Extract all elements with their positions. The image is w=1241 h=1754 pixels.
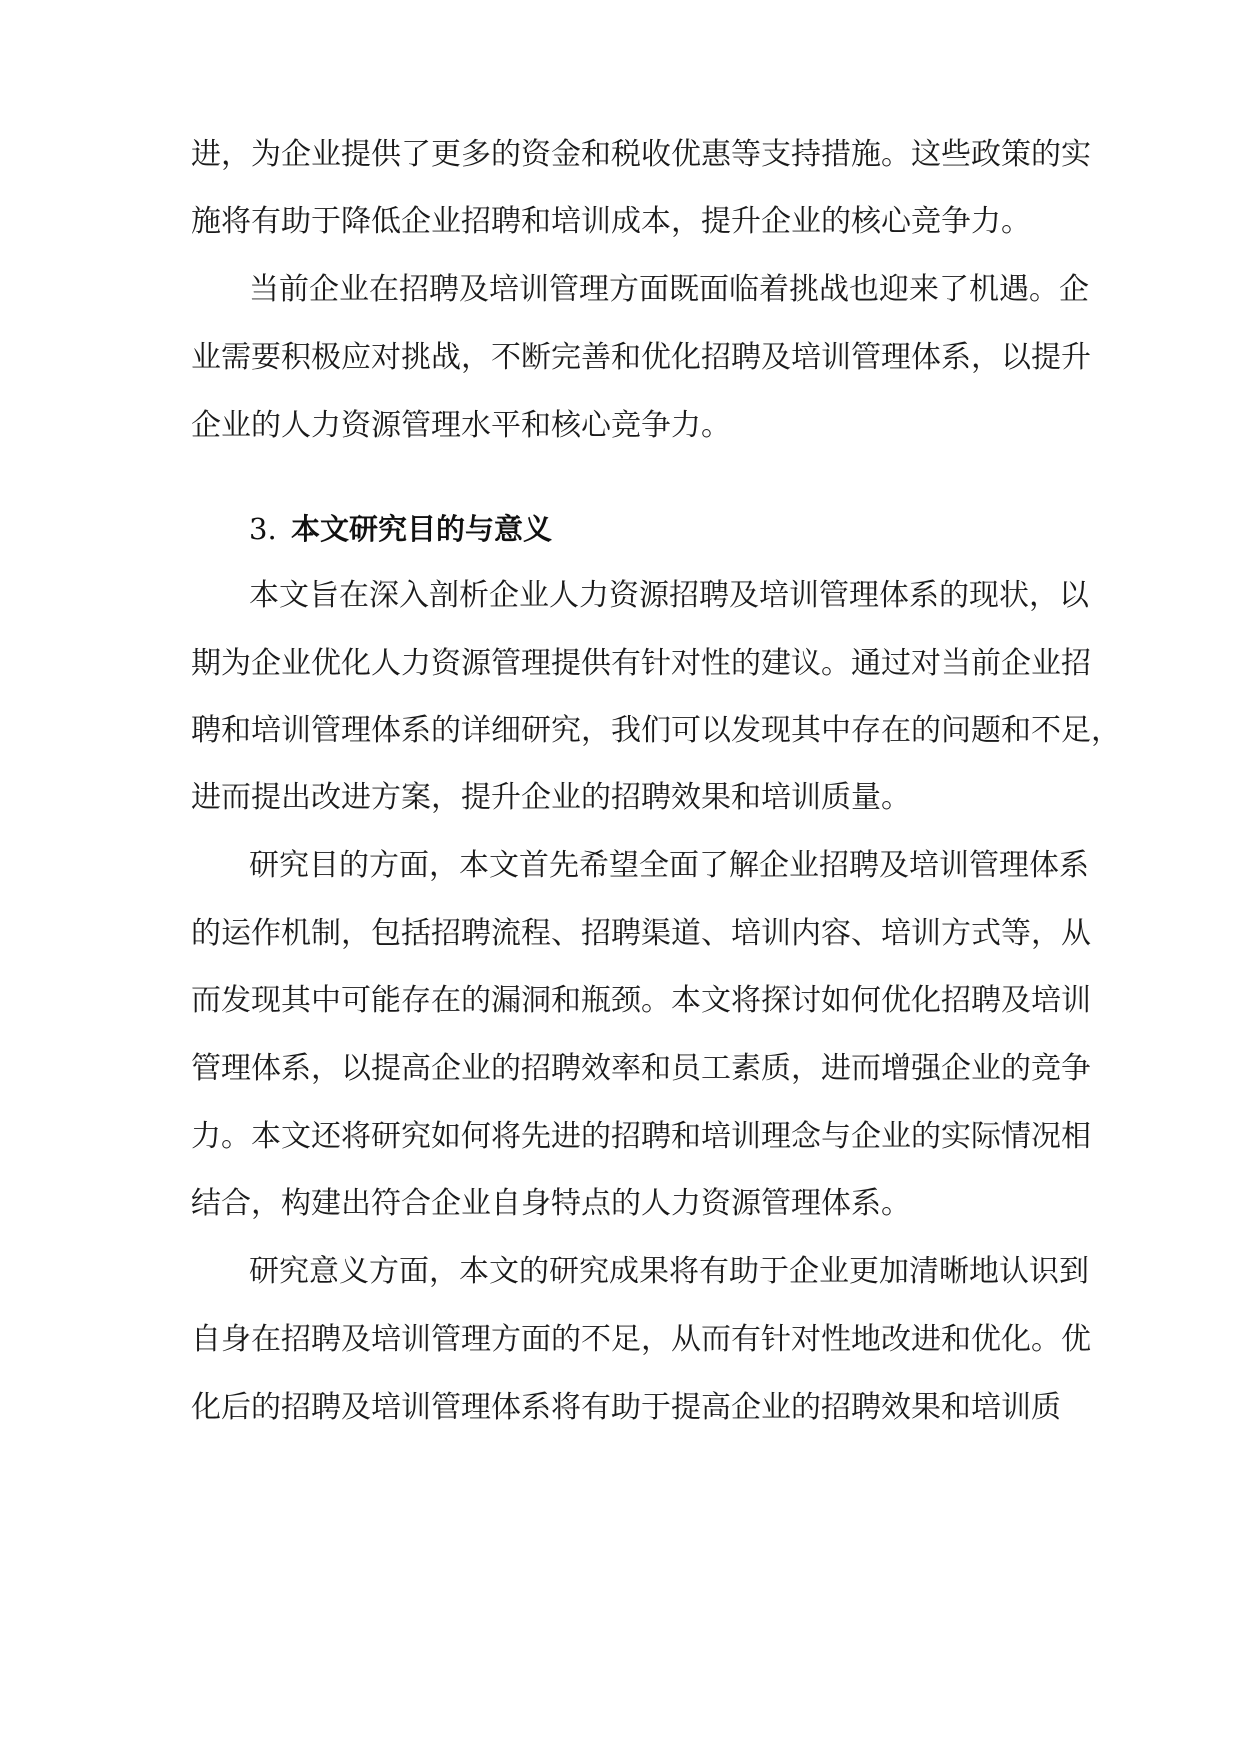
text-line: 施将有助于降低企业招聘和培训成本，提升企业的核心竞争力。 bbox=[191, 204, 1031, 239]
text-line: 而发现其中可能存在的漏洞和瓶颈。本文将探讨如何优化招聘及培训 bbox=[191, 983, 1091, 1018]
text-line: 化后的招聘及培训管理体系将有助于提高企业的招聘效果和培训质 bbox=[191, 1390, 1061, 1425]
section-heading bbox=[249, 507, 552, 551]
text-line: 本文旨在深入剖析企业人力资源招聘及培训管理体系的现状，以 bbox=[249, 578, 1089, 613]
text-line: 力。本文还将研究如何将先进的招聘和培训理念与企业的实际情况相 bbox=[191, 1119, 1091, 1154]
text-line: 业需要积极应对挑战，不断完善和优化招聘及培训管理体系，以提升 bbox=[191, 340, 1091, 375]
section-number: 3. bbox=[249, 512, 277, 546]
text-line: 进而提出改进方案，提升企业的招聘效果和培训质量。 bbox=[191, 780, 911, 815]
text-line: 聘和培训管理体系的详细研究，我们可以发现其中存在的问题和不足， bbox=[191, 713, 1121, 748]
text-line: 结合，构建出符合企业自身特点的人力资源管理体系。 bbox=[191, 1186, 911, 1221]
text-line: 自身在招聘及培训管理方面的不足，从而有针对性地改进和优化。优 bbox=[191, 1322, 1091, 1357]
text-line: 当前企业在招聘及培训管理方面既面临着挑战也迎来了机遇。企 bbox=[249, 272, 1089, 307]
section-title: 本文研究目的与意义 bbox=[291, 512, 553, 546]
text-line: 的运作机制，包括招聘流程、招聘渠道、培训内容、培训方式等，从 bbox=[191, 916, 1091, 951]
text-line: 企业的人力资源管理水平和核心竞争力。 bbox=[191, 408, 731, 443]
text-line: 进，为企业提供了更多的资金和税收优惠等支持措施。这些政策的实 bbox=[191, 137, 1091, 172]
text-line: 研究目的方面，本文首先希望全面了解企业招聘及培训管理体系 bbox=[249, 848, 1089, 883]
text-line: 研究意义方面，本文的研究成果将有助于企业更加清晰地认识到 bbox=[249, 1254, 1089, 1289]
text-line: 期为企业优化人力资源管理提供有针对性的建议。通过对当前企业招 bbox=[191, 646, 1091, 681]
text-line: 管理体系，以提高企业的招聘效率和员工素质，进而增强企业的竞争 bbox=[191, 1051, 1091, 1086]
